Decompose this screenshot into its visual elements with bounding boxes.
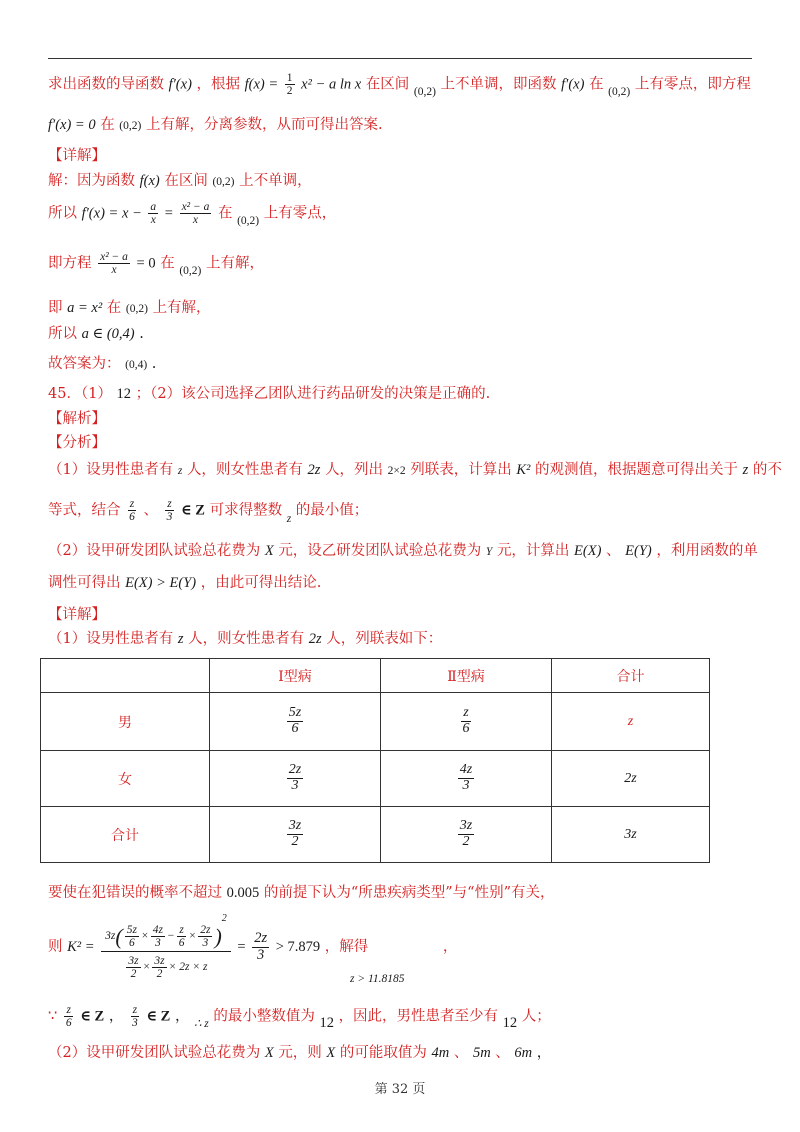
text: ， [174,1008,190,1025]
detail-line-3 [48,251,264,276]
fraction [64,1004,74,1029]
fraction [252,931,269,962]
cell-total [552,807,710,863]
numerator: 3z [459,818,473,834]
denominator: 3 [202,936,209,949]
text: （2）设甲研发团队试验总花费为 [48,543,261,559]
math: × 2z × z [168,961,208,974]
text: （2）设甲研发团队试验总花费为 [48,1045,261,1061]
numerator: 5z [126,923,137,936]
text: ，由此可得出结论. [200,575,322,591]
denominator: 6 [178,936,185,949]
analysis-part2-line-2 [48,572,321,594]
math: 4m [431,1045,450,1061]
denominator: x [192,214,199,227]
math: Y [485,546,493,558]
text: ，根据 [196,76,241,93]
text: 等式，结合 [48,502,121,519]
fraction [177,924,187,949]
math: 12 [319,1014,334,1031]
section-detail-heading-2: 【详解】 [48,607,106,623]
solution-inequality: z > 11.8185 [350,973,405,985]
numerator: z [129,498,135,510]
text: ；（2）该公司选择乙团队进行药品研发的决策是正确的. [135,386,491,402]
analysis-part2-line-1 [48,540,758,563]
answer-line [48,353,156,376]
fraction [458,819,474,849]
math: = 0 [136,255,156,272]
text: 上有零点， [263,205,337,222]
text: 人，则女性患者有 [188,631,305,647]
math: x² − a ln x [301,76,362,93]
cell-total [552,693,710,751]
analysis-line-1 [48,72,751,97]
fraction [152,955,166,980]
math: (0,2) [125,303,148,315]
cell [381,751,552,807]
header-total: 合计 [552,659,710,693]
section-detail-heading: 【详解】 [48,148,106,164]
denominator: 3 [166,511,173,524]
math: E(X) [574,543,602,559]
math: 3z [624,827,637,842]
text: 在 [100,117,115,133]
table-row [41,693,710,751]
fraction [285,72,295,97]
math: X [326,1045,336,1061]
math: 12 [116,386,132,402]
text: 上有解，分离参数，从而可得出答案. [145,117,383,133]
math: X [264,543,274,559]
math: f′(x) [168,76,192,93]
text: 的可能取值为 [339,1045,427,1061]
denominator: 6 [462,721,470,736]
detail-line-5 [48,323,144,345]
fraction [180,201,212,226]
math: (0,2) [212,176,235,188]
text: 上有零点，即方程 [634,76,751,93]
text: 调性可得出 [48,575,121,591]
fraction [127,498,137,523]
numerator: 5z [288,705,302,721]
text: 所以 [48,205,77,222]
text: ， [536,1045,552,1061]
text: 解：因为函数 [48,173,135,189]
fraction [148,201,158,226]
denominator: 2 [286,85,293,98]
text: 在区间 [164,173,208,189]
math: z [177,465,183,477]
numerator: z [167,498,172,510]
numerator: 2z [254,930,268,947]
fraction [287,763,303,793]
section-analysis-heading: 【分析】 [48,435,106,451]
math: X [264,1045,274,1061]
math: 12 [502,1014,518,1031]
fraction [165,498,175,523]
math: 5m [472,1045,491,1061]
fraction [98,251,130,276]
math: ∈ Z [80,1008,105,1025]
numerator: z [132,1004,138,1016]
math: K² [516,462,531,478]
section-explanation-heading: 【解析】 [48,411,106,427]
numerator: 2z [288,762,302,778]
text: 在 [589,76,604,93]
fraction [198,924,212,949]
text: 即方程 [48,255,92,272]
fraction [151,924,165,949]
fraction [125,924,139,949]
math: 2z [624,771,637,786]
text: 、 [453,1045,469,1061]
math: (0,4) [125,359,148,371]
text: ， [442,938,458,955]
detail-line-1 [48,170,312,193]
math: × [142,961,151,974]
math: > 7.879 [275,938,321,955]
header-type-1: Ⅰ型病 [210,659,381,693]
text: 则 [48,938,63,955]
text: 人，列出 [325,462,384,478]
text: （1）设男性患者有 [48,462,174,478]
math: × [188,930,197,942]
numerator: x² − a [100,251,128,263]
row-label: 女 [41,751,210,807]
text: ， [108,1008,124,1025]
math: z [286,512,292,525]
math: f′(x) = 0 [48,117,96,133]
math: − [166,930,175,942]
denominator: x [150,214,156,227]
fraction [458,763,474,793]
header-type-2: Ⅱ型病 [381,659,552,693]
text: 元，则 [278,1045,322,1061]
row-label: 合计 [41,807,210,863]
fraction [287,706,303,736]
denominator: 6 [291,721,299,736]
text: 的观测值，根据题意可得出关于 [535,462,739,478]
text: 上不单调，即函数 [440,76,557,93]
numerator: 3z [128,954,139,967]
math: (0,2) [608,85,631,98]
numerator: 1 [286,72,293,84]
cell [381,693,552,751]
table-header-row [41,659,710,693]
cell [210,693,381,751]
text: ∵ [48,1008,58,1025]
numerator: x² − a [181,201,210,213]
paren-close: ) [214,923,222,949]
text: 上不单调， [239,173,312,189]
math: a = x² [67,300,103,316]
text: 人，则女性患者有 [186,462,303,478]
denominator: 6 [65,1017,72,1030]
math: ∈ Z [180,502,205,519]
math: ∴ z [194,1017,209,1030]
text: （1）设男性患者有 [48,631,174,647]
denominator: 2 [462,834,470,849]
text: 、 [143,502,158,519]
cell [381,807,552,863]
text: 45．（1） [48,386,112,402]
cell [210,807,381,863]
math: E(Y) [625,543,652,559]
header-rule [48,58,752,59]
text: . [139,326,144,342]
text: 、 [606,543,621,559]
text: 求出函数的导函数 [48,76,164,93]
big-denominator [122,952,209,980]
text: ，因此，男性患者至少有 [338,1008,499,1025]
fraction [126,955,140,980]
math: z [627,714,634,729]
denominator: 2 [156,967,163,980]
text: 故答案为： [48,356,121,372]
text: 人； [521,1008,551,1025]
fraction [287,819,303,849]
text: 要使在犯错误的概率不超过 [48,885,222,901]
text: 上有解， [152,300,211,316]
denominator: x [111,264,117,277]
math: f(x) [139,173,160,189]
math: = [164,205,173,222]
math: ∈ Z [146,1008,171,1025]
detail-part1-intro [48,628,442,650]
math: z [177,631,184,647]
text: 在 [160,255,175,272]
text: 的前提下认为“所患疾病类型”与“性别”有关， [263,885,555,901]
text: 的最小整数值为 [213,1008,315,1025]
text: 即 [48,300,63,316]
fraction [461,706,472,736]
math: a ∈ (0,4) [81,326,135,342]
table-row [41,751,710,807]
math: z [742,462,749,478]
numerator: a [150,201,157,213]
text: . [151,356,157,372]
math: K² = [67,938,95,955]
math: (0,2) [119,120,142,132]
numerator: 4z [459,762,473,778]
denominator: 3 [154,936,161,949]
detail-integer-line [48,1004,551,1029]
detail-line-2 [48,201,336,226]
denominator: 3 [131,1017,138,1030]
text: 元，设乙研发团队试验总花费为 [278,543,482,559]
table-corner-cell [41,659,210,693]
question-45-answer [48,383,490,405]
analysis-part1-line-1 [48,459,782,482]
text: 可求得整数 [209,502,283,519]
detail-condition-line [48,882,555,904]
analysis-part1-line-2 [48,498,368,523]
analysis-line-2 [48,114,383,137]
fraction [130,1004,140,1029]
text: ，解得 [324,938,369,955]
text: 、 [495,1045,510,1061]
math: f′(x) [561,76,585,93]
numerator: 4z [152,923,163,936]
text: 的不 [752,462,782,478]
table-row [41,807,710,863]
detail-line-4 [48,297,211,320]
numerator: z [463,705,469,721]
row-label: 男 [41,693,210,751]
numerator: 3z [154,954,165,967]
numerator: 3z [288,818,302,834]
detail-part2-line [48,1042,551,1064]
contingency-table [40,658,710,863]
text: 在区间 [365,76,410,93]
k-squared-big-fraction [101,914,231,980]
math: (0,2) [237,214,260,227]
cell-total [552,751,710,807]
denominator: 6 [128,936,135,949]
math: 2z [307,462,321,478]
page-number: 第 32 页 [374,1082,426,1097]
text: 的最小值； [295,502,369,519]
text: 元，计算出 [496,543,570,559]
denominator: 2 [130,967,137,980]
cell [210,751,381,807]
numerator: z [179,923,184,936]
math: f(x) = [244,76,279,93]
math: 2×2 [387,465,406,477]
math: f′(x) = x − [81,205,142,222]
denominator: 3 [291,778,299,793]
text: 在 [106,300,122,316]
text: ，利用函数的单 [656,543,758,559]
math: 0.005 [226,885,260,901]
text: 人，列联表如下： [326,631,443,647]
math: (0,2) [413,85,436,98]
big-numerator [101,914,231,952]
exponent: 2 [221,913,227,924]
math: 6m [514,1045,533,1061]
numerator: 2z [200,923,211,936]
math: (0,2) [179,264,202,277]
denominator: 6 [129,511,135,524]
numerator: z [66,1004,71,1016]
text: 在 [217,205,233,222]
denominator: 2 [291,834,299,849]
paren-open: ( [115,923,123,949]
math: E(X) > E(Y) [125,575,197,591]
math: × [140,930,149,942]
text: 上有解， [205,255,264,272]
denominator: 3 [462,778,470,793]
text: 所以 [48,326,77,342]
math: 2z [308,631,322,647]
math: = [237,938,246,955]
text: 列联表，计算出 [410,462,512,478]
math: 3z [105,930,116,942]
denominator: 3 [257,946,265,963]
